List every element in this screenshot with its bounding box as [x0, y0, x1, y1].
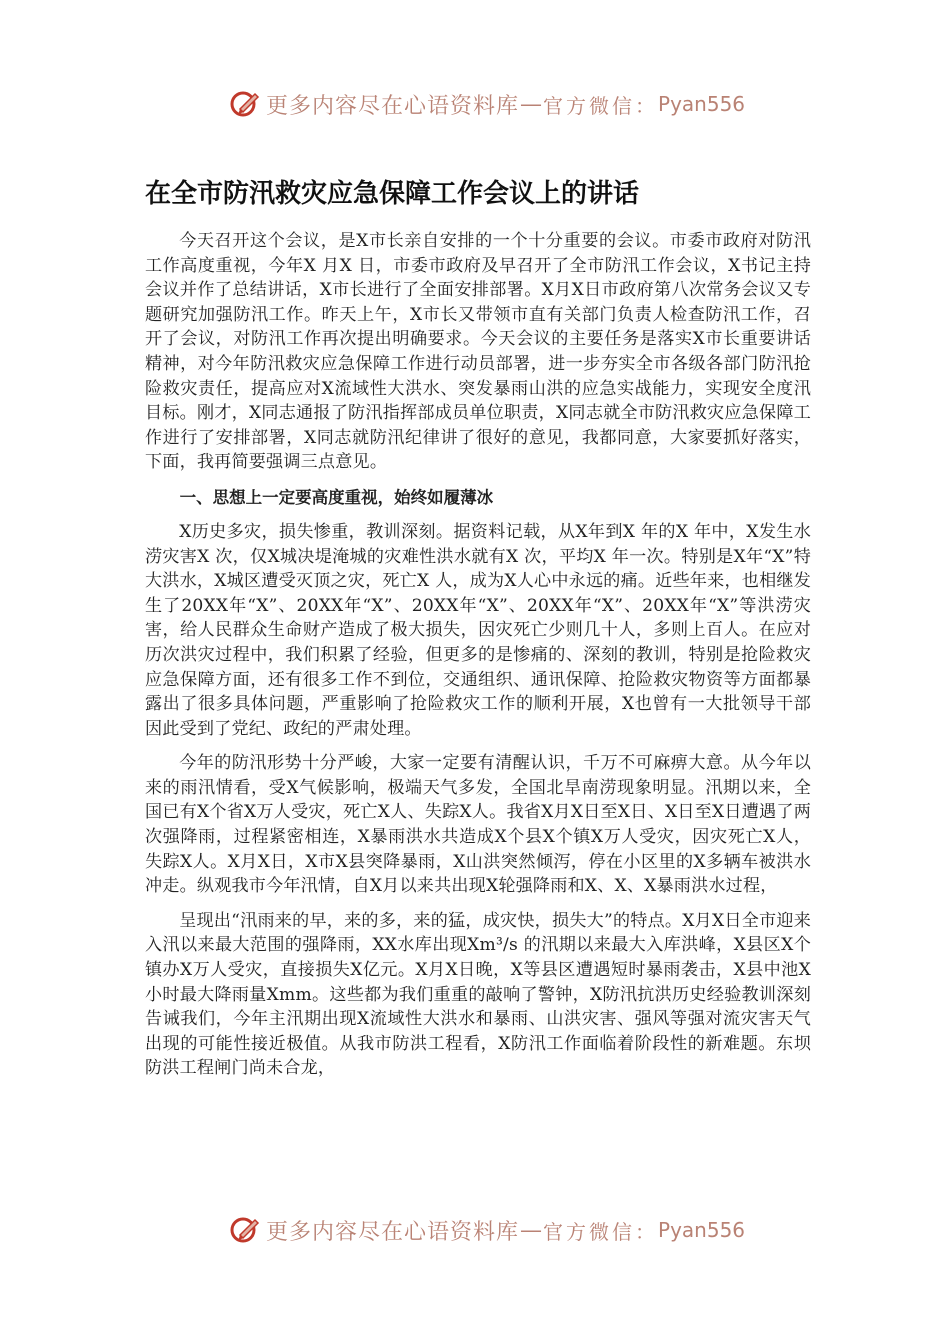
watermark-separator: — [520, 91, 543, 117]
watermark-label: 官方微信： [543, 1219, 659, 1244]
paragraph-history: X历史多灾，损失惨重，教训深刻。据资料记载，从X年到X 年的X 年中，X发生水涝灾害X 次，仅X城决堤淹城的灾难性洪水就有X 次，平均X 年一次。特别是X年“X”特大洪水，X城区遭受灭顶之灾，死亡X 人，成为X人心中永远的痛。近些年来，也相继发生了20XX年“X”、20XX年“X”、20XX年“X”、20XX年“X”、20XX年“X”等洪涝灾害，给人民群众生命财产造成了极大损失，因灾死亡少则几十人，多则上百人。在应对历次洪灾过程中，我们积累了经验，但更多的是惨痛的、深刻的教训，特别是抢险救灾应急保障方面，还有很多工作不到位，交通组织、通讯保障、抢险救灾物资等方面都暴露出了很多具体问题，严重影响了抢险救灾工作的顺利开展，X也曾有一大批领导干部因此受到了党纪、政纪的严肃处理。 [145, 521, 811, 739]
paragraph-situation: 今年的防汛形势十分严峻，大家一定要有清醒认识，千万不可麻痹大意。从今年以来的雨汛情看，受X气候影响，极端天气多发，全国北旱南涝现象明显。汛期以来，全国已有X个省X万人受灾，死亡X人、失踪X人。我省X月X日至X日、X日至X日遭遇了两次强降雨，过程紧密相连，X暴雨洪水共造成X个县X个镇X万人受灾，因灾死亡X人，失踪X人。X月X日，X市X县突降暴雨，X山洪突然倾泻，停在小区里的X多辆车被洪水冲走。纵观我市今年汛情，自X月以来共出现X轮强降雨和X、X、X暴雨洪水过程， [145, 753, 811, 897]
pen-circle-logo-icon [228, 1213, 262, 1247]
document-title: 在全市防汛救灾应急保障工作会议上的讲话 [145, 179, 640, 209]
watermark-separator: — [520, 1217, 543, 1243]
watermark-header [228, 84, 745, 124]
document-body [145, 229, 811, 1091]
watermark-footer [228, 1210, 745, 1250]
watermark-main-text: 更多内容尽在心语资料库 [266, 1219, 520, 1245]
watermark-id: Pyan556 [658, 92, 746, 116]
pen-circle-logo-icon [228, 87, 262, 121]
watermark-label: 官方微信： [543, 93, 659, 118]
paragraph-intro: 今天召开这个会议，是X市长亲自安排的一个十分重要的会议。市委市政府对防汛工作高度重视，今年X 月X 日，市委市政府及早召开了全市防汛工作会议，X书记主持会议并作了总结讲话，X市长进行了全面安排部署。X月X日市政府第八次常务会议又专题研究加强防汛工作。昨天上午，X市长又带领市直有关部门负责人检查防汛工作，召开了会议，对防汛工作再次提出明确要求。今天会议的主要任务是落实X市长重要讲话精神，对今年防汛救灾应急保障工作进行动员部署，进一步夯实全市各级各部门防汛抢险救灾责任，提高应对X流域性大洪水、突发暴雨山洪的应急实战能力，实现安全度汛目标。刚才，X同志通报了防汛指挥部成员单位职责，X同志就全市防汛救灾应急保障工作进行了安排部署，X同志就防汛纪律讲了很好的意见，我都同意，大家要抓好落实，下面，我再简要强调三点意见。 [145, 231, 811, 473]
section-heading-1: 一、思想上一定要高度重视，始终如履薄冰 [179, 487, 494, 507]
watermark-main-text: 更多内容尽在心语资料库 [266, 93, 520, 119]
watermark-id: Pyan556 [658, 1218, 746, 1242]
paragraph-characteristics: 呈现出“汛雨来的早，来的多，来的猛，成灾快，损失大”的特点。X月X日全市迎来入汛以来最大范围的强降雨，XX水库出现Xm³/s 的汛期以来最大入库洪峰，X县区X个镇办X万人受灾，直接损失X亿元。X月X日晚，X等县区遭遇短时暴雨袭击，X县中池X小时最大降雨量Xmm。这些都为我们重重的敲响了警钟，X防汛抗洪历史经验教训深刻告诫我们，今年主汛期出现X流域性大洪水和暴雨、山洪灾害、强风等强对流灾害天气出现的可能性接近极值。从我市防洪工程看，X防汛工作面临着阶段性的新难题。东坝防洪工程闸门尚未合龙， [145, 910, 811, 1079]
